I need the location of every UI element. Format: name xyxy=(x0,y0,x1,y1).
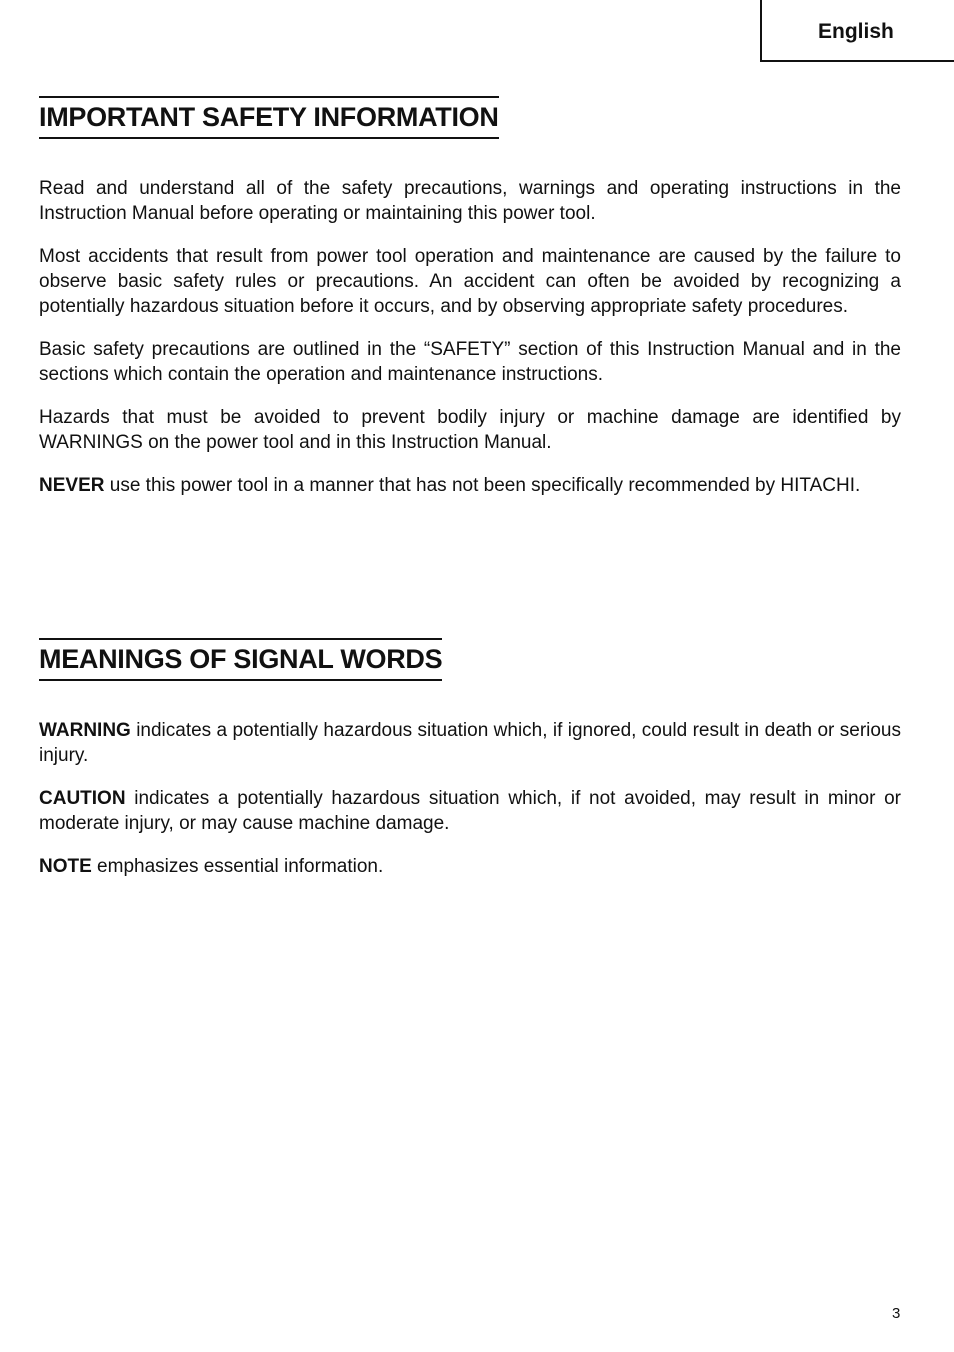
safety-paragraph-read-manual: Read and understand all of the safety precautions, warnings and operating instructions in the Instruction Manual before operating or maintaining this power tool. xyxy=(39,178,901,224)
signal-words-heading: MEANINGS OF SIGNAL WORDS xyxy=(39,638,442,681)
page-number: 3 xyxy=(892,1305,901,1322)
safety-paragraph-hazards: Hazards that must be avoided to prevent bodily injury or machine damage are identified by WARNINGS on the power tool and in this Instruction Manual. xyxy=(39,407,901,453)
safety-paragraph-accidents: Most accidents that result from power tool operation and maintenance are caused by the failure to observe basic safety rules or precautions. An accident can often be avoided by recognizing a potentially hazardous situation before it occurs, and by observing appropriate safety procedures. xyxy=(39,246,901,317)
caution-term: CAUTION xyxy=(39,788,126,809)
warning-term: WARNING xyxy=(39,720,131,741)
note-definition: emphasizes essential information. xyxy=(91,856,384,877)
signal-word-warning xyxy=(39,718,901,768)
note-term: NOTE xyxy=(39,856,92,877)
language-tab xyxy=(760,0,954,62)
never-term: NEVER xyxy=(39,475,105,496)
caution-definition: indicates a potentially hazardous situation which, if not avoided, may result in minor or moderate injury, or may cause machine damage. xyxy=(39,788,901,834)
signal-word-caution xyxy=(39,786,901,836)
safety-paragraph-never xyxy=(39,473,901,498)
warning-definition: indicates a potentially hazardous situation which, if ignored, could result in death or serious injury. xyxy=(39,720,901,766)
safety-information-heading: IMPORTANT SAFETY INFORMATION xyxy=(39,96,499,139)
never-text: use this power tool in a manner that has not been specifically recommended by HITACHI. xyxy=(104,475,861,496)
language-label: English xyxy=(818,20,894,43)
safety-information-body xyxy=(39,176,901,516)
safety-paragraph-precautions: Basic safety precautions are outlined in the “SAFETY” section of this Instruction Manual and in the sections which contain the operation and maintenance instructions. xyxy=(39,339,901,385)
signal-word-note xyxy=(39,854,901,879)
signal-words-body xyxy=(39,718,901,897)
